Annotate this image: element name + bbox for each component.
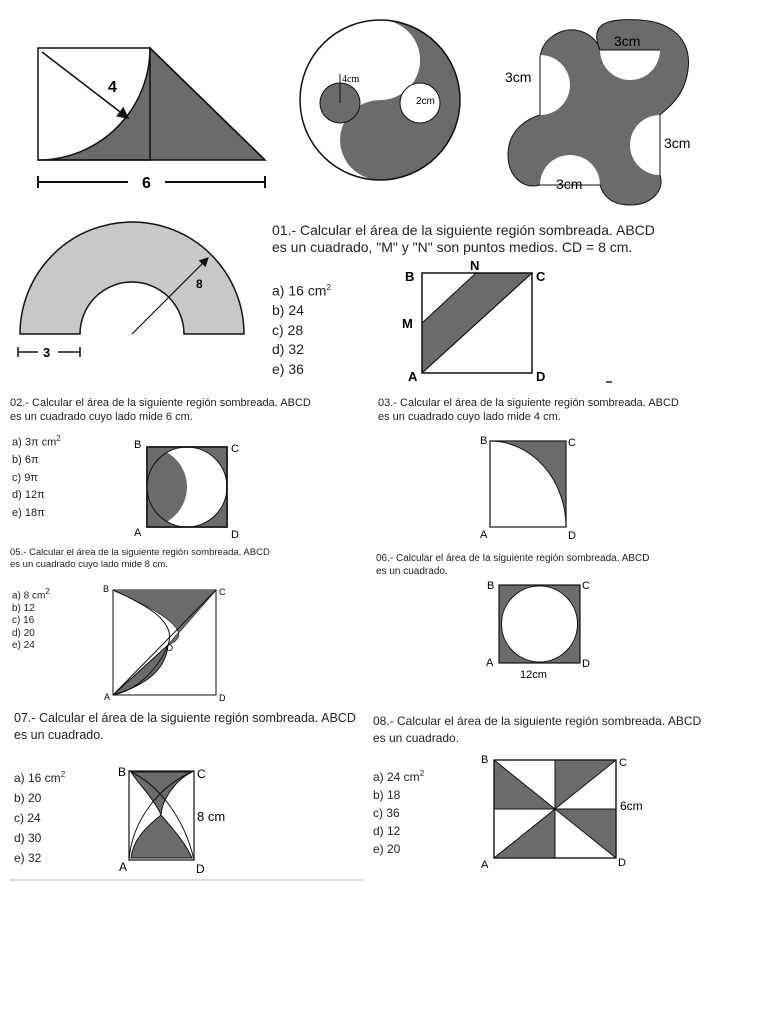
- fig1-base-label: 6: [142, 175, 151, 192]
- p03-figure: [480, 435, 576, 542]
- p01-line-2: es un cuadrado, "M" y "N" son puntos medios. CD = 8 cm.: [272, 239, 633, 255]
- p02-option-e: e) 18π: [12, 506, 45, 519]
- p02-line-2: es un cuadrado cuyo lado mide 6 cm.: [10, 411, 193, 423]
- p02-option-a: a) 3π $cm^2$: [12, 434, 61, 449]
- fig3-bottom-label: 3cm: [556, 176, 583, 192]
- p01-label-d: D: [536, 369, 546, 384]
- p01-label-a: A: [408, 369, 418, 384]
- p08-line-2: es un cuadrado.: [373, 731, 460, 745]
- figure-semi-annulus: [18, 222, 244, 360]
- p01-label-m: M: [402, 316, 413, 331]
- p08-label-c: C: [619, 757, 627, 769]
- p08-side-label: 6cm: [620, 799, 643, 813]
- p06-side-label: 12cm: [520, 669, 547, 681]
- p01-label-b: B: [405, 269, 415, 284]
- p05-statement: [10, 547, 360, 571]
- p02-option-c: c) 9π: [12, 471, 38, 484]
- p08-option-c: c) 36: [373, 806, 400, 820]
- p05-option-b: b) 12: [12, 602, 35, 614]
- p01-label-n: N: [470, 258, 480, 273]
- p07-statement: [14, 710, 374, 744]
- p06-label-a: A: [486, 657, 494, 669]
- p08-option-a: a) 24 $cm^2$: [373, 769, 425, 784]
- p07-options: [14, 765, 65, 868]
- p08-options: [373, 765, 424, 858]
- p03-line-1: 03.- Calcular el área de la siguiente región sombreada. ABCD: [378, 397, 679, 409]
- fig2-small-label: 2cm: [416, 96, 435, 107]
- figure-yin-yang: [300, 20, 460, 180]
- p06-figure: [486, 580, 590, 681]
- p07-option-d: d) 30: [14, 831, 42, 845]
- p05-label-a: A: [104, 692, 111, 702]
- p02-label-d: D: [231, 529, 239, 541]
- fig3-right-label: 3cm: [664, 135, 691, 151]
- p07-line-1: 07.- Calcular el área de la siguiente región sombreada. ABCD: [14, 711, 356, 725]
- p08-option-b: b) 18: [373, 788, 401, 802]
- p07-option-e: e) 32: [14, 851, 42, 865]
- p01-statement: [272, 222, 742, 256]
- p03-statement: [378, 396, 758, 424]
- p07-side-label: 8 cm: [197, 809, 226, 824]
- p02-line-1: 02.- Calcular el área de la siguiente región sombreada. ABCD: [10, 397, 311, 409]
- fig4-inner-label: 3: [43, 345, 51, 360]
- p06-label-b: B: [487, 580, 495, 592]
- p01-option-b: b) 24: [272, 302, 304, 319]
- p05-option-a: a) 8 $cm^2$: [12, 587, 50, 602]
- p03-label-c: C: [568, 437, 576, 449]
- p03-label-a: A: [480, 529, 488, 541]
- p02-option-b: b) 6π: [12, 454, 39, 467]
- p05-option-e: e) 24: [12, 640, 35, 652]
- p05-label-d: D: [219, 693, 226, 703]
- p02-options: [12, 430, 61, 522]
- p08-option-d: d) 12: [373, 824, 401, 838]
- p05-line-1: 05.- Calcular el área de la siguiente región sombreada, ABCD: [10, 547, 270, 558]
- p02-label-c: C: [231, 443, 239, 455]
- p07-option-a: a) 16 $cm^2$: [14, 770, 66, 785]
- p06-statement: [376, 552, 756, 578]
- p05-line-2: es un cuadrado cuyo lado mide 8 cm.: [10, 559, 168, 570]
- p02-statement: [10, 396, 360, 424]
- p05-option-d: d) 20: [12, 627, 35, 639]
- p07-figure: [118, 765, 225, 876]
- figure-pinwheel: [505, 20, 690, 205]
- p06-label-c: C: [582, 580, 590, 592]
- p08-label-d: D: [618, 857, 626, 869]
- p08-label-a: A: [481, 859, 489, 871]
- p02-label-b: B: [134, 439, 142, 451]
- p02-option-d: d) 12π: [12, 489, 45, 502]
- p08-option-e: e) 20: [373, 842, 401, 856]
- p02-label-a: A: [134, 527, 142, 539]
- p05-options: [12, 586, 50, 653]
- p05-option-c: c) 16: [12, 615, 35, 627]
- p08-line-1: 08.- Calcular el área de la siguiente región sombreada. ABCD: [373, 714, 702, 728]
- fig2-big-label: 4cm: [342, 74, 360, 85]
- p01-option-c: c) 28: [272, 321, 304, 338]
- p03-line-2: es un cuadrado cuyo lado mide 4 cm.: [378, 411, 561, 423]
- p01-line-1: 01.- Calcular el área de la siguiente región sombreada. ABCD: [272, 222, 655, 238]
- p01-options: [272, 278, 331, 379]
- p01-label-c: C: [536, 269, 546, 284]
- figure-quarter-triangle: [38, 48, 265, 192]
- p01-option-e: e) 36: [272, 360, 304, 377]
- p07-label-b: B: [118, 765, 127, 779]
- p07-label-a: A: [119, 860, 128, 874]
- fig4-radius-label: 8: [196, 277, 203, 291]
- p05-label-b: B: [103, 584, 110, 594]
- p07-label-c: C: [197, 767, 206, 781]
- p01-figure: [402, 258, 546, 384]
- p07-line-2: es un cuadrado.: [14, 728, 104, 742]
- p05-label-o: O: [166, 643, 174, 653]
- fig3-top-label: 3cm: [614, 33, 641, 49]
- p01-option-d: d) 32: [272, 341, 304, 358]
- p08-figure: [481, 754, 643, 871]
- p07-option-c: c) 24: [14, 811, 41, 825]
- p05-label-c: C: [219, 587, 226, 597]
- p07-option-b: b) 20: [14, 791, 42, 805]
- p03-label-b: B: [480, 435, 488, 447]
- p08-label-b: B: [481, 754, 489, 766]
- p05-figure: [103, 584, 226, 703]
- fig3-left-label: 3cm: [505, 69, 532, 85]
- p02-figure: [134, 439, 239, 541]
- p03-label-d: D: [568, 530, 576, 542]
- p06-line-1: 06.- Calcular el área de la siguiente región sombreada. ABCD: [376, 553, 650, 564]
- p08-statement: [373, 713, 758, 747]
- p01-option-a: a) 16 $cm^2$: [272, 282, 331, 299]
- fig1-radius-label: 4: [108, 79, 117, 96]
- p07-label-d: D: [196, 862, 205, 876]
- p06-label-d: D: [582, 658, 590, 670]
- p06-line-2: es un cuadrado.: [376, 566, 448, 577]
